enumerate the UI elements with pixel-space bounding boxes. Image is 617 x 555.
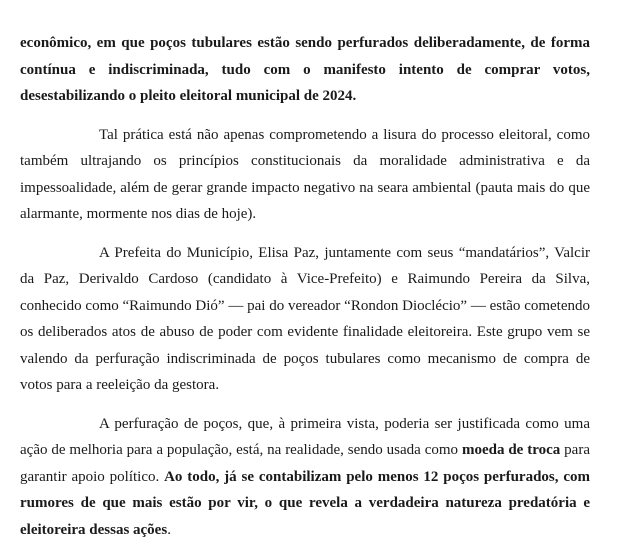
paragraph-3-text: A Prefeita do Município, Elisa Paz, juntamente com seus “mandatários”, Valcir da Paz, Derivaldo Cardoso (candidato à Vice-Prefeito) e Raimundo Pereira da Silva, conhecido como “Raimundo Dió” — pai do vereador “Rondon Dioclécio” — estão cometendo os deliberados atos de abuso de poder com evidente finalidade eleitoreira. Este grupo vem se valendo da perfuração indiscriminada de poços tubulares como mecanismo de compra de votos para a reeleição da gestora. (20, 244, 590, 393)
paragraph-4-bold-moeda: moeda de troca (461, 442, 561, 458)
paragraph-3 (20, 240, 590, 399)
paragraph-2-text: Tal prática está não apenas comprometendo a lisura do processo eleitoral, como também ultrajando os princípios constitucionais da moralidade administrativa e da impessoalidade, além de gerar grande impacto negativo na seara ambiental (pauta mais do que alarmante, mormente nos dias de hoje). (20, 126, 590, 222)
paragraph-2 (20, 122, 590, 228)
paragraph-1 (20, 30, 590, 110)
paragraph-4-bold-total: Ao todo, já se contabilizam pelo menos 12 poços perfurados, com rumores de que mais estão por vir, o que revela a verdadeira natureza predatória e eleitoreira dessas ações (20, 468, 590, 538)
paragraph-4-text-b: para garantir apoio político. (20, 442, 590, 485)
document-page (20, 30, 590, 555)
paragraph-1-bold-text: econômico, em que poços tubulares estão sendo perfurados deliberadamente, de forma contínua e indiscriminada, tudo com o manifesto intento de comprar votos, desestabilizando o pleito eleitoral municipal de 2024. (20, 35, 590, 104)
paragraph-4 (20, 411, 590, 544)
paragraph-4-text-a: A perfuração de poços, que, à primeira vista, poderia ser justificada como uma ação de melhoria para a população, está, na realidade, sendo usada como (20, 415, 590, 458)
paragraph-4-period: . (167, 521, 171, 538)
